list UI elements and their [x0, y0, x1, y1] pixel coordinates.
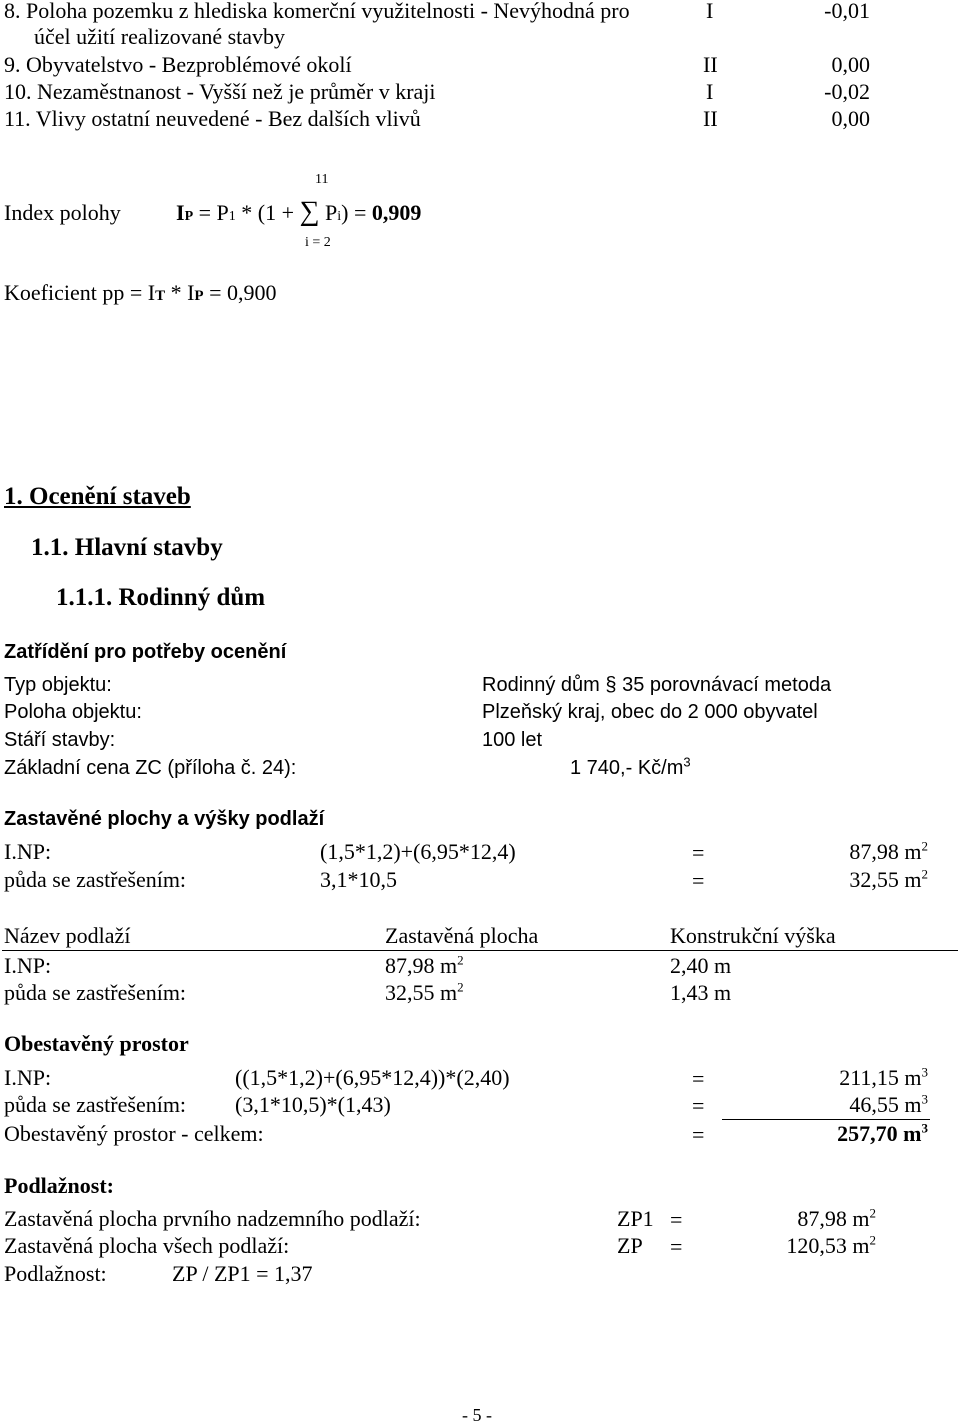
row-value	[760, 1092, 928, 1118]
table-cell-area	[385, 980, 464, 1006]
table-header: Název podlaží	[4, 923, 131, 948]
factor-class: II	[703, 106, 718, 131]
row-equals: =	[670, 1234, 683, 1259]
pi-subscript: i	[337, 209, 342, 224]
index-polohy-label: Index polohy	[4, 200, 121, 225]
koeficient-mid: * I	[165, 280, 195, 305]
row-equals: =	[692, 840, 705, 865]
total-label: Obestavěný prostor - celkem:	[4, 1121, 264, 1146]
unit-exponent: 2	[869, 1205, 876, 1221]
sum-rule	[722, 1119, 930, 1120]
podlaznost-result: ZP / ZP1 = 1,37	[172, 1261, 313, 1286]
row-label: Zastavěná plocha všech podlaží:	[4, 1233, 290, 1258]
koeficient-label: Koeficient pp = I	[4, 280, 156, 305]
factor-class: I	[706, 79, 714, 104]
area-value: 32,55 m	[385, 980, 458, 1005]
area-value: 87,98 m	[849, 839, 922, 864]
factor-class: I	[706, 0, 714, 23]
unit-exponent: 3	[921, 1064, 928, 1080]
sum-upper-limit: 11	[315, 172, 329, 187]
row-value	[760, 1065, 928, 1091]
base-price: 1 740,- Kč/m	[570, 757, 684, 779]
row-value	[740, 1233, 876, 1259]
factor-label: 10. Nezaměstnanost - Vyšší než je průměr v kraji	[4, 79, 436, 104]
ip-symbol: I	[176, 200, 185, 225]
table-cell-name: I.NP:	[4, 953, 52, 978]
factor-label: 9. Obyvatelstvo - Bezproblémové okolí	[4, 52, 352, 77]
row-label: půda se zastřešením:	[4, 867, 187, 892]
ip-subscript: P	[184, 209, 194, 224]
koeficient-result: = 0,900	[203, 280, 277, 305]
unit-exponent: 2	[457, 979, 464, 995]
table-header-rule	[2, 950, 958, 951]
row-equals: =	[692, 1066, 705, 1091]
table-header: Konstrukční výška	[670, 923, 836, 948]
zatrideni-value: Rodinný dům § 35 porovnávací metoda	[482, 674, 832, 696]
factor-class: II	[703, 52, 718, 77]
row-formula: ((1,5*1,2)+(6,95*12,4))*(2,40)	[235, 1065, 510, 1090]
volume-value: 211,15 m	[839, 1065, 922, 1090]
p1-subscript: 1	[228, 209, 236, 224]
area-value: 120,53 m	[786, 1233, 870, 1258]
zatrideni-value	[570, 756, 691, 780]
section-heading-2: 1.1. Hlavní stavby	[31, 534, 223, 561]
row-equals: =	[670, 1207, 683, 1232]
podlaznost-result-label: Podlažnost:	[4, 1261, 107, 1286]
zastavene-title: Zastavěné plochy a výšky podlaží	[4, 808, 325, 830]
row-value	[740, 1206, 876, 1232]
factor-label: 11. Vlivy ostatní neuvedené - Bez dalších vlivů	[4, 106, 421, 131]
sum-symbol: ∑	[299, 196, 320, 227]
zatrideni-value: 100 let	[482, 729, 543, 751]
page-number: - 5 -	[462, 1405, 492, 1425]
unit-exponent: 3	[921, 1120, 928, 1136]
factor-label: 8. Poloha pozemku z hlediska komerční využitelnosti - Nevýhodná pro	[4, 0, 630, 23]
row-equals: =	[692, 1093, 705, 1118]
row-formula: (1,5*1,2)+(6,95*12,4)	[320, 839, 516, 864]
index-polohy-result: 0,909	[371, 200, 422, 225]
row-label: I.NP:	[4, 839, 52, 864]
formula-p1: = P	[193, 200, 229, 225]
row-value	[760, 839, 928, 865]
zatrideni-label: Základní cena ZC (příloha č. 24):	[4, 757, 297, 779]
zatrideni-label: Poloha objektu:	[4, 701, 142, 723]
formula-pi: P	[319, 200, 338, 225]
sum-lower-limit: i = 2	[305, 235, 331, 250]
formula-end: ) =	[341, 200, 372, 225]
row-formula: 3,1*10,5	[320, 867, 397, 892]
factor-value: 0,00	[831, 106, 870, 131]
volume-value: 46,55 m	[849, 1092, 922, 1117]
index-polohy-formula	[176, 196, 422, 230]
unit-exponent: 3	[683, 754, 691, 770]
row-label: I.NP:	[4, 1065, 52, 1090]
factor-value: 0,00	[831, 52, 870, 77]
total-volume: 257,70 m	[837, 1121, 922, 1146]
unit-exponent: 2	[457, 952, 464, 968]
section-heading-3: 1.1.1. Rodinný dům	[56, 584, 266, 611]
ip-subscript: P	[194, 288, 204, 304]
zatrideni-title: Zatřídění pro potřeby ocenění	[4, 641, 287, 663]
koeficient-pp	[4, 280, 277, 309]
row-label: půda se zastřešením:	[4, 1092, 187, 1117]
area-value: 32,55 m	[849, 867, 922, 892]
area-value: 87,98 m	[385, 953, 458, 978]
unit-exponent: 2	[869, 1232, 876, 1248]
area-value: 87,98 m	[797, 1206, 870, 1231]
factor-value: -0,02	[824, 79, 870, 104]
table-cell-height: 2,40 m	[670, 953, 732, 978]
zatrideni-value: Plzeňský kraj, obec do 2 000 obyvatel	[482, 701, 818, 723]
row-code: ZP	[617, 1233, 643, 1258]
total-equals: =	[692, 1122, 705, 1147]
zatrideni-label: Typ objektu:	[4, 674, 112, 696]
it-subscript: T	[155, 288, 166, 304]
row-value	[760, 867, 928, 893]
row-equals: =	[692, 868, 705, 893]
total-value	[760, 1121, 928, 1147]
formula-part: * (1 +	[235, 200, 300, 225]
row-label: Zastavěná plocha prvního nadzemního podlaží:	[4, 1206, 421, 1231]
unit-exponent: 3	[921, 1091, 928, 1107]
row-formula: (3,1*10,5)*(1,43)	[235, 1092, 391, 1117]
section-heading-1: 1. Ocenění staveb	[4, 483, 191, 510]
table-header: Zastavěná plocha	[385, 923, 539, 948]
factor-label-continued: účel užití realizované stavby	[34, 24, 286, 49]
podlaznost-title: Podlažnost:	[4, 1173, 114, 1198]
table-cell-area	[385, 953, 464, 979]
table-cell-height: 1,43 m	[670, 980, 732, 1005]
zatrideni-label: Stáří stavby:	[4, 729, 116, 751]
obestaveny-title: Obestavěný prostor	[4, 1031, 189, 1056]
table-cell-name: půda se zastřešením:	[4, 980, 187, 1005]
unit-exponent: 2	[921, 838, 928, 854]
row-code: ZP1	[617, 1206, 654, 1231]
factor-value: -0,01	[824, 0, 870, 23]
unit-exponent: 2	[921, 866, 928, 882]
